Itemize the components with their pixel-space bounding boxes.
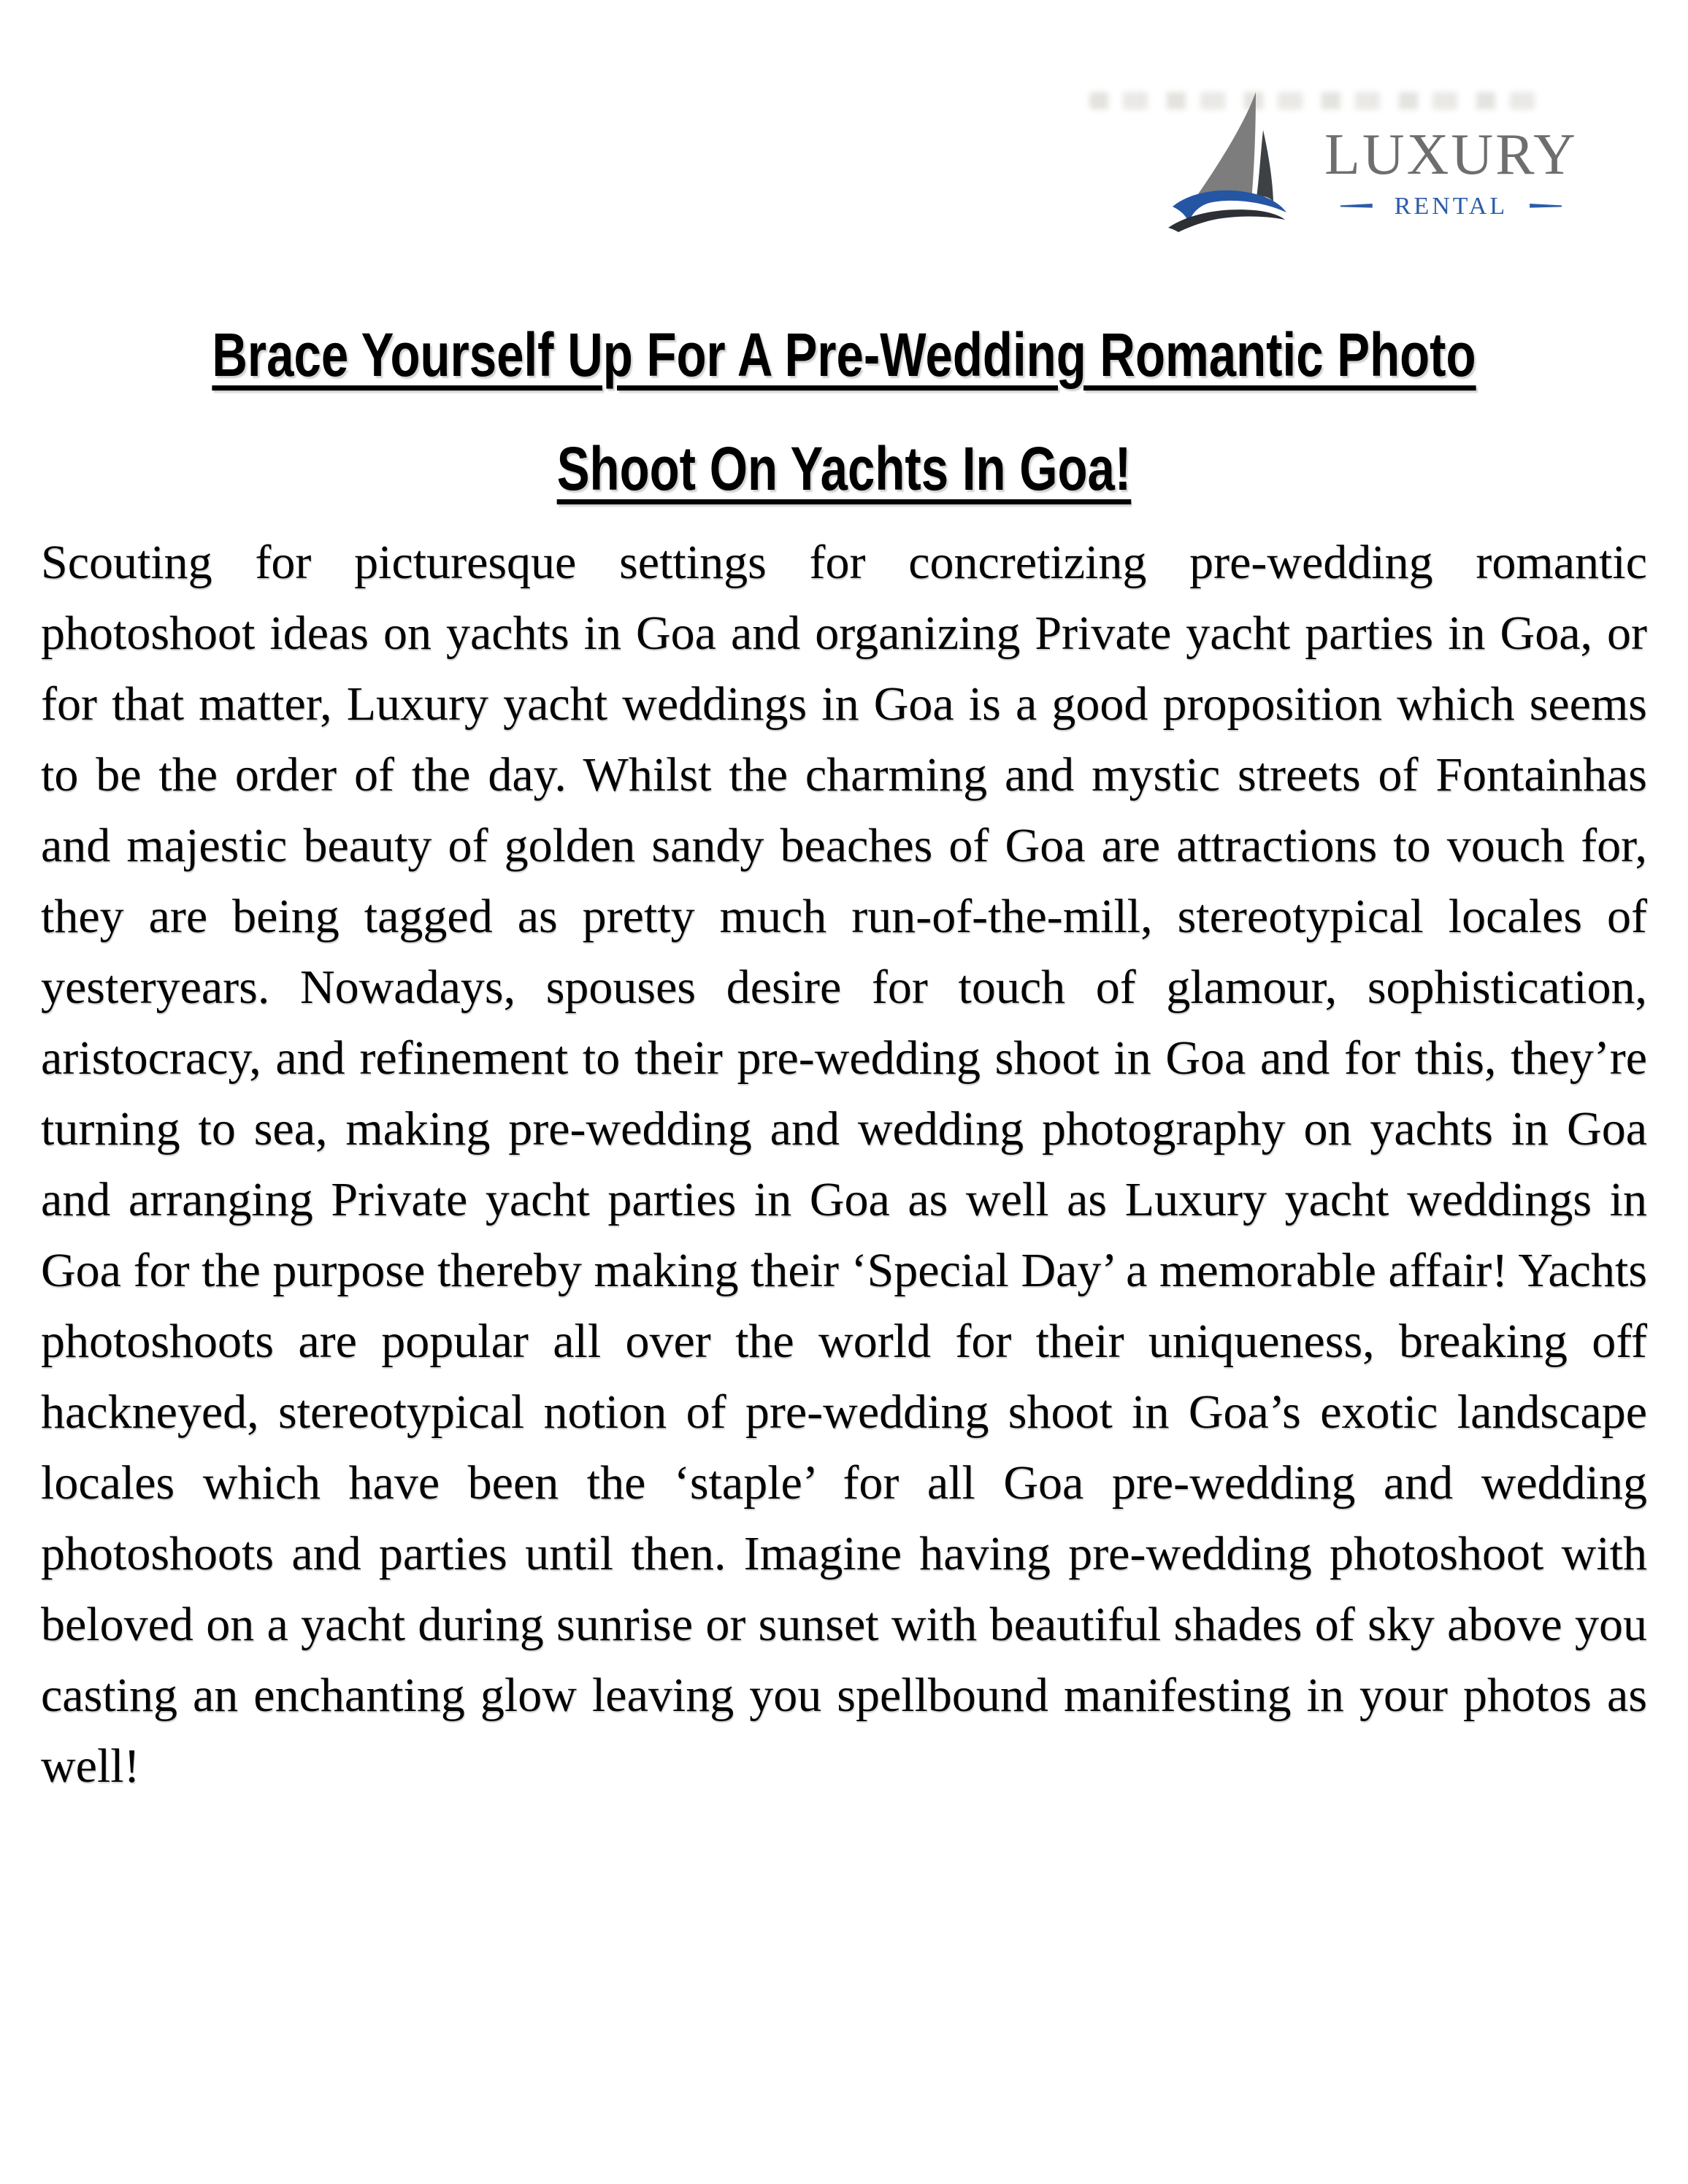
sailboat-icon [1167, 88, 1298, 237]
luxury-rental-logo [1167, 88, 1578, 237]
logo-text-block [1324, 88, 1578, 219]
logo-title: LUXURY [1324, 123, 1578, 187]
article-paragraph: Scouting for picturesque settings for concretizing pre-wedding romantic photoshoot ideas on yachts in Goa and organizing Private yacht parties in Goa, or for that matter, Luxury yacht weddings in Goa is a good proposition which seems to be the order of the day. Whilst the charming and mystic streets of Fontainhas and majestic beauty of golden sandy beaches of Goa are attractions to vouch for, they are being tagged as pretty much run-of-the-mill, stereotypical locales of yesteryears. Nowadays, spouses desire for touch of glamour, sophistication, aristocracy, and refinement to their pre-wedding shoot in Goa and for this, they’re turning to sea, making pre-wedding and wedding photography on yachts in Goa and arranging Private yacht parties in Goa as well as Luxury yacht weddings in Goa for the purpose thereby making their ‘Special Day’ a memorable affair! Yachts photoshoots are popular all over the world for their uniqueness, breaking off hackneyed, stereotypical notion of pre-wedding shoot in Goa’s exotic landscape locales which have been the ‘staple’ for all Goa pre-wedding and wedding photoshoots and parties until then. Imagine having pre-wedding photoshoot with beloved on a yacht during sunrise or sunset with beautiful shades of sky above you casting an enchanting glow leaving you spellbound manifesting in your photos as well! [41, 536, 1647, 1793]
page-title-line-1: Brace Yourself Up For A Pre-Wedding Romantic Photo [212, 320, 1476, 389]
logo-dash-left-icon [1340, 204, 1373, 209]
logo-dash-right-icon [1530, 204, 1562, 209]
page-title [0, 298, 1688, 526]
page-title-line-2: Shoot On Yachts In Goa! [556, 434, 1132, 503]
logo-subtitle-row [1340, 194, 1562, 219]
logo-subtitle: RENTAL [1394, 193, 1508, 220]
